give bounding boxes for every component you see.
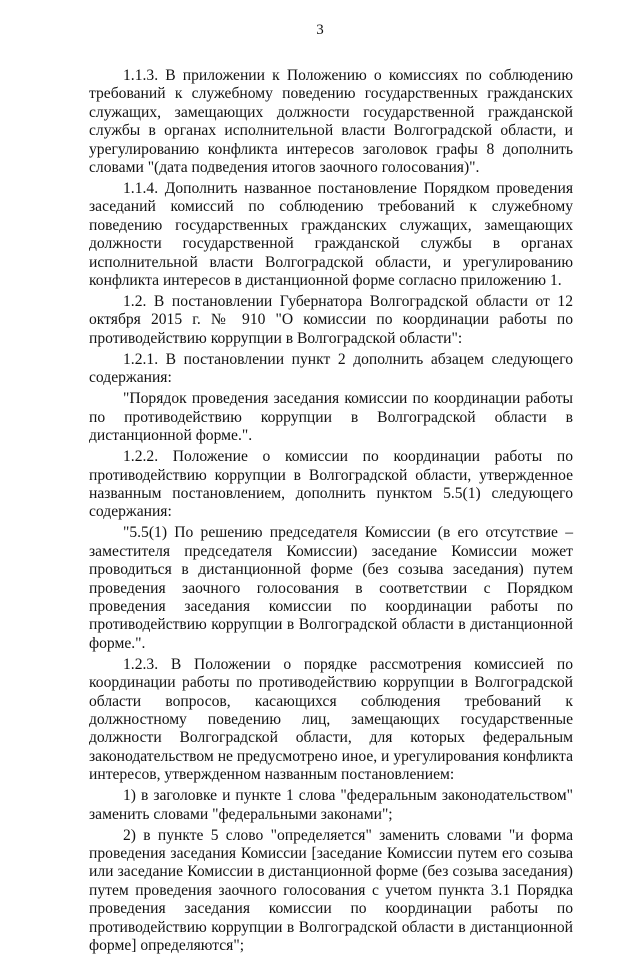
quote-order-title: "Порядок проведения заседания комиссии по координации работы по противодействию коррупции в Волгоградской области в дистанционной форме.". (89, 390, 573, 445)
paragraph-1-1-3: 1.1.3. В приложении к Положению о комиссиях по соблюдению требований к служебному поведению государственных гражданских служащих, замещающих должности государственной гражданской службы в органах исполнительной власти Волгоградской области, и урегулированию конфликта интересов заголовок графы 8 дополнить словами "(дата подведения итогов заочного голосования)". (89, 67, 573, 177)
paragraph-1-2-1: 1.2.1. В постановлении пункт 2 дополнить абзацем следующего содержания: (89, 350, 573, 387)
list-item-1: 1) в заголовке и пункте 1 слова "федеральным законодательством" заменить словами "федеральными законами"; (89, 787, 573, 823)
document-body (89, 67, 573, 958)
paragraph-1-2-3: 1.2.3. В Положении о порядке рассмотрения комиссией по координации работы по противодействию коррупции в Волгоградской области вопросов, касающихся соблюдения требований к должностному поведению лиц, замещающих государственные должности Волгоградской области, для которых федеральным законодательством не предусмотрено иное, и урегулирования конфликта интересов, утвержденном названным постановлением: (89, 655, 573, 784)
list-item-2: 2) в пункте 5 слово "определяется" заменить словами "и форма проведения заседания Комиссии [заседание Комиссии путем его созыва или заседание Комиссии в дистанционной форме (без созыва заседания) путем проведения заочного голосования с учетом пункта 3.1 Порядка проведения заседания комиссии по координации работы по противодействию коррупции в Волгоградской области в дистанционной форме] определяются"; (89, 826, 573, 955)
paragraph-1-1-4: 1.1.4. Дополнить названное постановление Порядком проведения заседаний комиссий по соблюдению требований к служебному поведению государственных гражданских служащих, замещающих должности государственной гражданской службы в органах исполнительной власти Волгоградской области, и урегулированию конфликта интересов в дистанционной форме согласно приложению 1. (89, 180, 573, 290)
paragraph-1-2: 1.2. В постановлении Губернатора Волгоградской области от 12 октября 2015 г. № 910 "О комиссии по координации работы по противодействию коррупции в Волгоградской области": (89, 293, 573, 347)
page-number: 3 (316, 22, 324, 38)
paragraph-1-2-2: 1.2.2. Положение о комиссии по координации работы по противодействию коррупции в Волгоградской области, утвержденное названным постановлением, дополнить пунктом 5.5(1) следующего содержания: (89, 448, 573, 521)
quote-point-5-5-1: "5.5(1) По решению председателя Комиссии (в его отсутствие – заместителя председателя Комиссии) заседание Комиссии может проводиться в дистанционной форме (без созыва заседания) путем проведения заочного голосования в соответствии с Порядком проведения заседания комиссии по координации работы по противодействию коррупции в Волгоградской области в дистанционной форме.". (89, 524, 573, 652)
